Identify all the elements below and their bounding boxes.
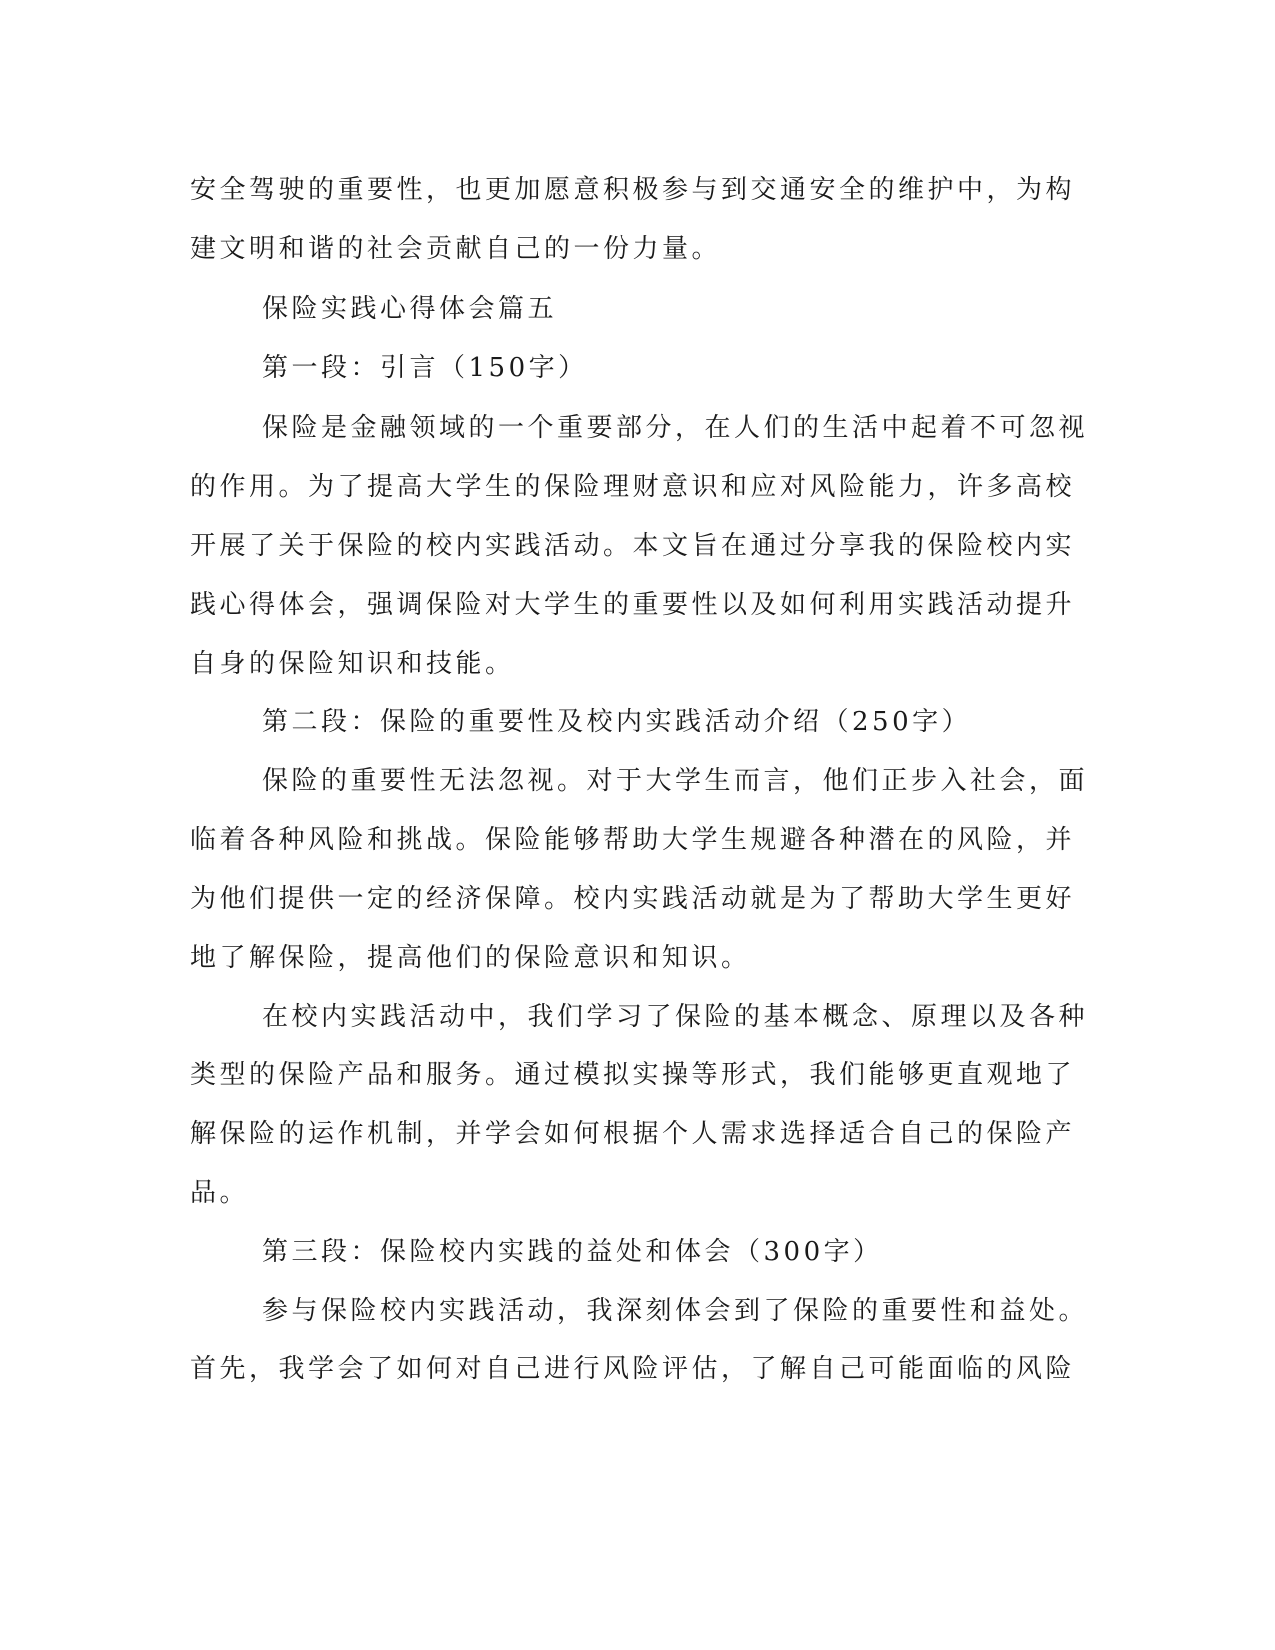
text-line: 践心得体会，强调保险对大学生的重要性以及如何利用实践活动提升 xyxy=(190,590,1076,620)
text-line: 参与保险校内实践活动，我深刻体会到了保险的重要性和益处。 xyxy=(262,1296,1089,1326)
paragraph-heading: 第一段：引言（150字） xyxy=(262,353,588,383)
text-line: 解保险的运作机制，并学会如何根据个人需求选择适合自己的保险产 xyxy=(190,1119,1076,1149)
paragraph-heading: 第二段：保险的重要性及校内实践活动介绍（250字） xyxy=(262,707,972,737)
text-line: 保险的重要性无法忽视。对于大学生而言，他们正步入社会，面 xyxy=(262,766,1089,796)
text-line: 保险是金融领域的一个重要部分，在人们的生活中起着不可忽视 xyxy=(262,413,1089,443)
section-title: 保险实践心得体会篇五 xyxy=(262,294,558,324)
text-line: 类型的保险产品和服务。通过模拟实操等形式，我们能够更直观地了 xyxy=(190,1060,1076,1090)
text-line: 开展了关于保险的校内实践活动。本文旨在通过分享我的保险校内实 xyxy=(190,531,1076,561)
text-line: 在校内实践活动中，我们学习了保险的基本概念、原理以及各种 xyxy=(262,1002,1089,1032)
paragraph-heading: 第三段：保险校内实践的益处和体会（300字） xyxy=(262,1237,883,1267)
text-line: 临着各种风险和挑战。保险能够帮助大学生规避各种潜在的风险，并 xyxy=(190,825,1076,855)
text-line: 品。 xyxy=(190,1178,250,1208)
text-line: 自身的保险知识和技能。 xyxy=(190,649,515,679)
text-line: 安全驾驶的重要性，也更加愿意积极参与到交通安全的维护中，为构 xyxy=(190,175,1076,205)
text-line: 首先，我学会了如何对自己进行风险评估，了解自己可能面临的风险 xyxy=(190,1354,1076,1384)
text-line: 建文明和谐的社会贡献自己的一份力量。 xyxy=(190,234,722,264)
text-line: 地了解保险，提高他们的保险意识和知识。 xyxy=(190,943,751,973)
text-line: 为他们提供一定的经济保障。校内实践活动就是为了帮助大学生更好 xyxy=(190,884,1076,914)
text-line: 的作用。为了提高大学生的保险理财意识和应对风险能力，许多高校 xyxy=(190,472,1076,502)
